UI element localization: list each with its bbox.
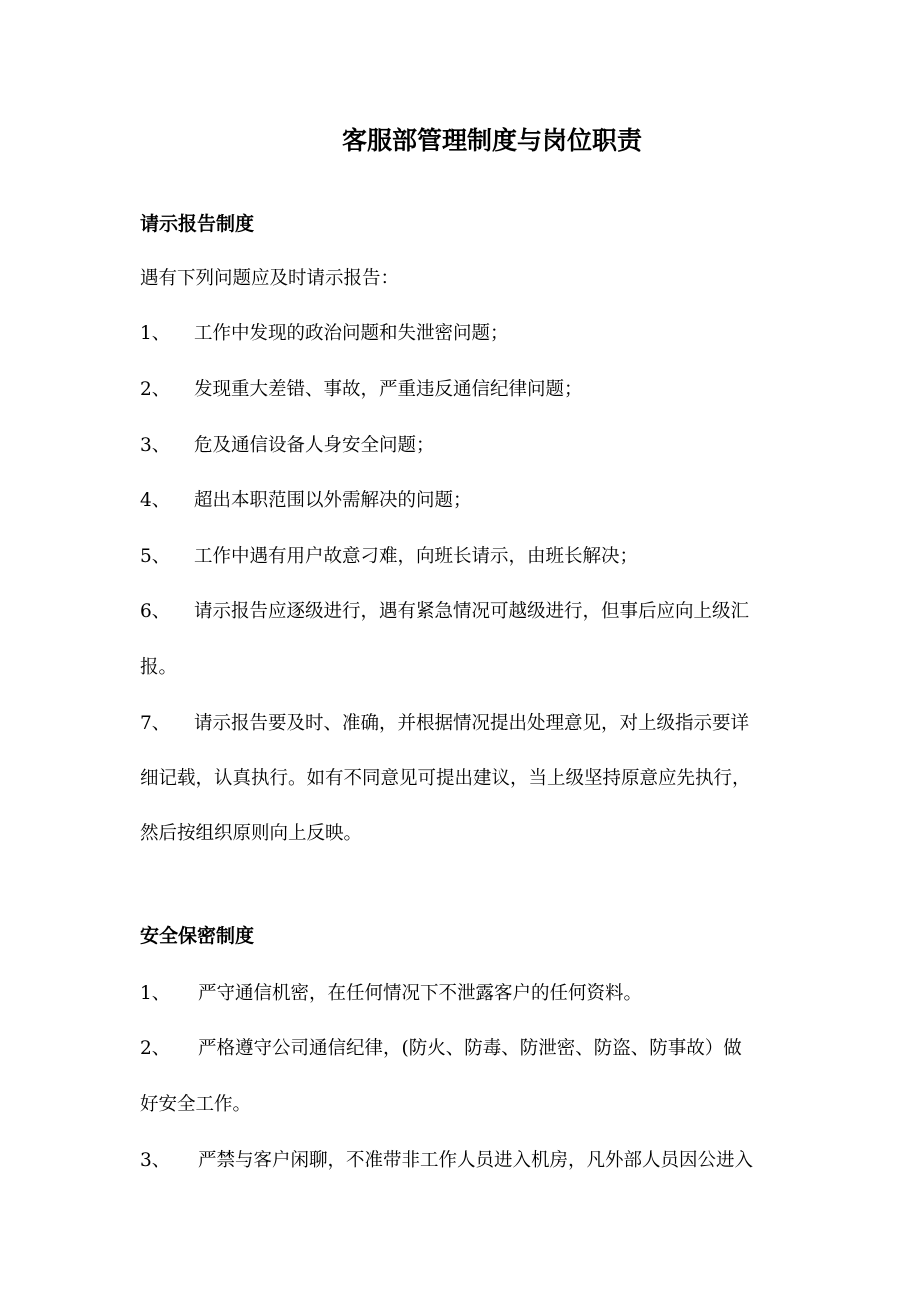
list-item-text: 严守通信机密，在任何情况下不泄露客户的任何资料。 (198, 983, 643, 1004)
list-item (140, 1035, 742, 1063)
list-item (140, 376, 583, 404)
list-item-continuation: 然后按组织原则向上反映。 (140, 823, 363, 844)
list-item (140, 543, 638, 571)
list-item-number: 3、 (140, 1150, 171, 1171)
list-item-number: 1、 (140, 323, 171, 344)
list-item (140, 710, 749, 738)
section-heading-security: 安全保密制度 (140, 925, 255, 947)
list-item-continuation: 报。 (140, 657, 178, 678)
list-item-text: 请示报告要及时、准确，并根据情况提出处理意见，对上级指示要详 (194, 713, 750, 734)
list-item-number: 3、 (140, 435, 171, 456)
list-item-text: 严格遵守公司通信纪律，(防火、防毒、防泄密、防盗、防事故）做 (198, 1038, 742, 1059)
list-item-number: 6、 (140, 601, 171, 622)
list-item (140, 320, 509, 348)
list-item-number: 2、 (140, 379, 171, 400)
list-item-text: 发现重大差错、事故，严重违反通信纪律问题； (194, 379, 583, 400)
list-item-text: 严禁与客户闲聊，不准带非工作人员进入机房，凡外部人员因公进入 (198, 1150, 754, 1171)
list-item-text: 危及通信设备人身安全问题； (194, 435, 435, 456)
list-item-continuation: 细记载，认真执行。如有不同意见可提出建议，当上级坚持原意应先执行， (140, 768, 751, 789)
section-intro: 遇有下列问题应及时请示报告： (140, 268, 400, 289)
list-item-text: 工作中发现的政治问题和失泄密问题； (194, 323, 509, 344)
list-item (140, 487, 472, 515)
list-item-text: 超出本职范围以外需解决的问题； (194, 490, 472, 511)
section-heading-report: 请示报告制度 (140, 213, 255, 235)
list-item-text: 请示报告应逐级进行，遇有紧急情况可越级进行，但事后应向上级汇 (194, 601, 750, 622)
list-item-number: 2、 (140, 1038, 171, 1059)
list-item-text: 工作中遇有用户故意刁难，向班长请示，由班长解决； (194, 546, 639, 567)
list-item-number: 5、 (140, 546, 171, 567)
list-item (140, 598, 749, 626)
list-item (140, 432, 435, 460)
list-item-continuation: 好安全工作。 (140, 1094, 252, 1115)
list-item-number: 4、 (140, 490, 171, 511)
list-item (140, 1147, 753, 1175)
document-title: 客服部管理制度与岗位职责 (341, 126, 642, 155)
list-item-number: 7、 (140, 713, 171, 734)
list-item-number: 1、 (140, 983, 171, 1004)
list-item (140, 980, 642, 1008)
